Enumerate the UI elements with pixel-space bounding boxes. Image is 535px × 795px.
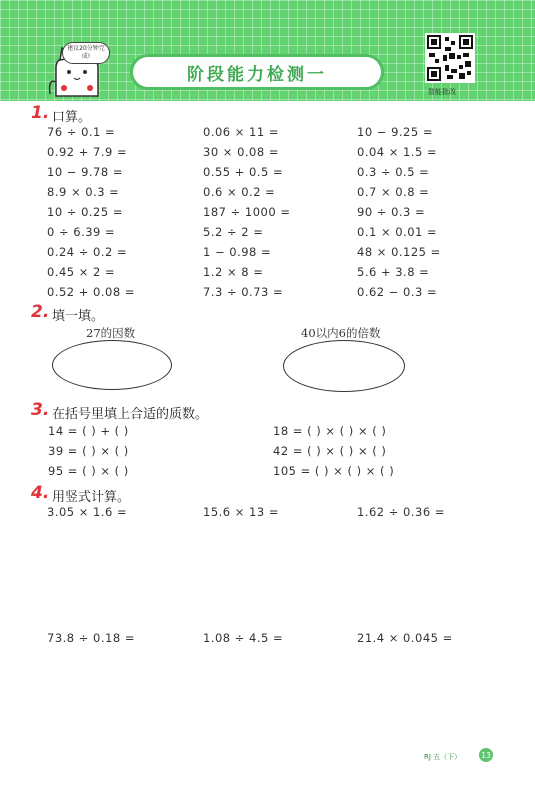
problem-cell: 0.7 × 0.8 = xyxy=(357,185,430,199)
problem-cell: 0.45 × 2 = xyxy=(47,265,116,279)
multiples-of-6-ellipse[interactable] xyxy=(283,340,405,392)
problem-cell: 0.3 ÷ 0.5 = xyxy=(357,165,430,179)
prime-fill-problem[interactable]: 42 = ( ) × ( ) × ( ) xyxy=(273,444,387,458)
section-1-number: 1. xyxy=(31,103,50,123)
section-1-title: 口算。 xyxy=(52,110,92,125)
page-title: 阶段能力检测一 xyxy=(187,64,327,85)
problem-cell: 10 ÷ 0.25 = xyxy=(47,205,123,219)
problem-cell: 5.6 + 3.8 = xyxy=(357,265,430,279)
vertical-calc-problem: 3.05 × 1.6 = xyxy=(47,505,128,519)
problem-cell: 0.62 − 0.3 = xyxy=(357,285,438,299)
vertical-calc-problem: 1.62 ÷ 0.36 = xyxy=(357,505,445,519)
section-3-title: 在括号里填上合适的质数。 xyxy=(52,407,209,422)
prime-fill-problem[interactable]: 14 = ( ) + ( ) xyxy=(48,424,129,438)
factors-27-ellipse[interactable] xyxy=(52,340,172,390)
problem-cell: 1.2 × 8 = xyxy=(203,265,264,279)
problem-cell: 0.1 × 0.01 = xyxy=(357,225,438,239)
problem-cell: 90 ÷ 0.3 = xyxy=(357,205,426,219)
problem-cell: 7.3 ÷ 0.73 = xyxy=(203,285,284,299)
problem-cell: 10 − 9.78 = xyxy=(47,165,123,179)
vertical-calc-problem: 15.6 × 13 = xyxy=(203,505,279,519)
qr-label: 智能批改 xyxy=(428,88,456,96)
qr-code-icon[interactable] xyxy=(425,33,475,83)
page-number: 13 xyxy=(479,748,493,762)
problem-cell: 0 ÷ 6.39 = xyxy=(47,225,116,239)
problem-cell: 0.04 × 1.5 = xyxy=(357,145,438,159)
section-4-number: 4. xyxy=(31,483,50,503)
factors-27-label: 27的因数 xyxy=(86,326,136,340)
prime-fill-problem[interactable]: 105 = ( ) × ( ) × ( ) xyxy=(273,464,395,478)
prime-fill-problem[interactable]: 39 = ( ) × ( ) xyxy=(48,444,129,458)
problem-cell: 187 ÷ 1000 = xyxy=(203,205,291,219)
problem-cell: 1 − 0.98 = xyxy=(203,245,272,259)
prime-fill-problem[interactable]: 95 = ( ) × ( ) xyxy=(48,464,129,478)
edition-tag: RJ 五（下） xyxy=(424,753,462,761)
problem-cell: 0.52 + 0.08 = xyxy=(47,285,135,299)
problem-cell: 30 × 0.08 = xyxy=(203,145,279,159)
problem-cell: 0.92 + 7.9 = xyxy=(47,145,128,159)
prime-fill-problem[interactable]: 18 = ( ) × ( ) × ( ) xyxy=(273,424,387,438)
problem-cell: 76 ÷ 0.1 = xyxy=(47,125,116,139)
problem-cell: 48 × 0.125 = xyxy=(357,245,441,259)
section-2-title: 填一填。 xyxy=(52,309,105,324)
page-title-banner xyxy=(133,57,381,87)
section-3-number: 3. xyxy=(31,400,50,420)
multiples-of-6-label: 40以内6的倍数 xyxy=(301,326,381,340)
section-4-title: 用竖式计算。 xyxy=(52,490,131,505)
problem-cell: 10 − 9.25 = xyxy=(357,125,433,139)
section-2-number: 2. xyxy=(31,302,50,322)
problem-cell: 0.6 × 0.2 = xyxy=(203,185,276,199)
vertical-calc-problem: 73.8 ÷ 0.18 = xyxy=(47,631,135,645)
problem-cell: 0.55 + 0.5 = xyxy=(203,165,284,179)
vertical-calc-problem: 1.08 ÷ 4.5 = xyxy=(203,631,284,645)
problem-cell: 0.06 × 11 = xyxy=(203,125,279,139)
problem-cell: 5.2 ÷ 2 = xyxy=(203,225,264,239)
time-suggestion-bubble: 建议20分钟完成! xyxy=(62,42,110,64)
problem-cell: 0.24 ÷ 0.2 = xyxy=(47,245,128,259)
problem-cell: 8.9 × 0.3 = xyxy=(47,185,120,199)
vertical-calc-problem: 21.4 × 0.045 = xyxy=(357,631,453,645)
